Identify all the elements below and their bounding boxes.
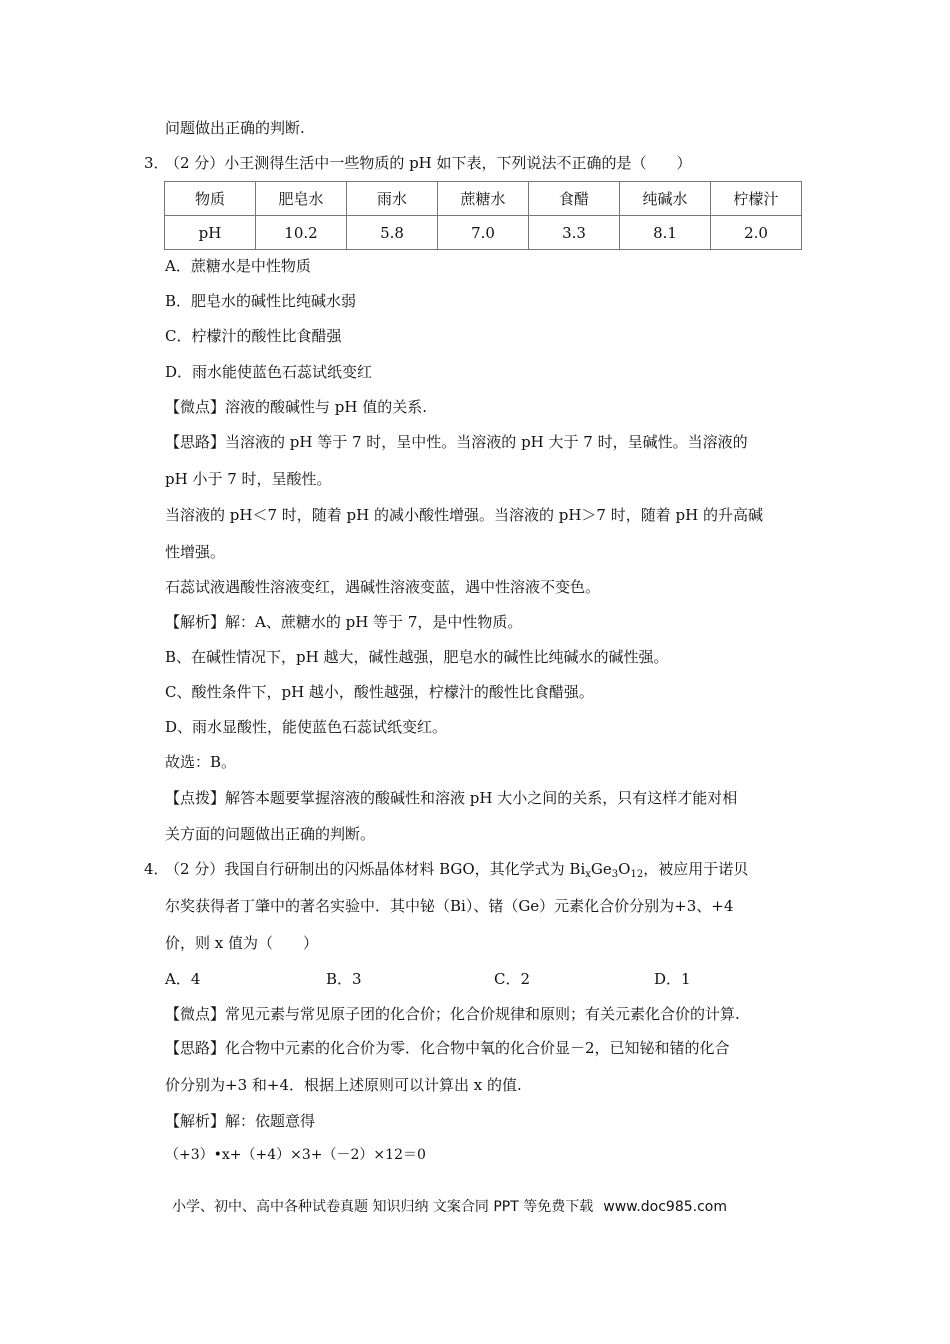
- tip-line: 关方面的问题做出正确的判断。: [165, 825, 376, 843]
- analysis-line: B、在碱性情况下，pH 越大，碱性越强，肥皂水的碱性比纯碱水的碱性强。: [165, 648, 669, 666]
- table-cell: 3.3: [529, 216, 620, 250]
- table-cell: 8.1: [620, 216, 711, 250]
- table-cell: pH: [165, 216, 256, 250]
- formula-part: O: [618, 860, 631, 878]
- approach-line: 【思路】当溶液的 pH 等于 7 时，呈中性。当溶液的 pH 大于 7 时，呈碱性。当溶液的: [165, 433, 748, 451]
- analysis-line: C、酸性条件下，pH 越小，酸性越强，柠檬汁的酸性比食醋强。: [165, 683, 594, 701]
- option-c: C．2: [494, 970, 531, 988]
- approach-line: 价分别为+3 和+4．根据上述原则可以计算出 x 的值.: [165, 1076, 522, 1094]
- question-4-number: 4．: [144, 860, 169, 878]
- analysis-line: 【解析】解：依题意得: [165, 1112, 316, 1130]
- table-cell: 食醋: [529, 182, 620, 216]
- subscript: 3: [611, 869, 619, 880]
- stem-text: （2 分）我国自行研制出的闪烁晶体材料 BGO，其化学式为 Bi: [165, 860, 586, 878]
- option-b: B．3: [326, 970, 362, 988]
- table-header-row: [165, 182, 802, 216]
- approach-line: 石蕊试液遇酸性溶液变红，遇碱性溶液变蓝，遇中性溶液不变色。: [165, 578, 601, 596]
- question-4-stem: [165, 859, 748, 879]
- table-cell: 物质: [165, 182, 256, 216]
- table-cell: 2.0: [711, 216, 802, 250]
- question-3-stem: （2 分）小王测得生活中一些物质的 pH 如下表，下列说法不正确的是（ ）: [165, 154, 692, 172]
- analysis-line: D、雨水显酸性，能使蓝色石蕊试纸变红。: [165, 718, 448, 736]
- option-d: D．雨水能使蓝色石蕊试纸变红: [165, 363, 373, 381]
- table-cell: 10.2: [256, 216, 347, 250]
- footer-url: www.doc985.com: [603, 1199, 727, 1215]
- previous-answer-tail: 问题做出正确的判断.: [165, 119, 305, 137]
- subscript: 12: [630, 869, 644, 880]
- equation: （+3）•x+（+4）×3+（－2）×12＝0: [165, 1147, 426, 1163]
- table-cell: 蔗糖水: [438, 182, 529, 216]
- footer: [172, 1196, 727, 1216]
- option-b: B．肥皂水的碱性比纯碱水弱: [165, 292, 357, 310]
- table-cell: 雨水: [347, 182, 438, 216]
- question-4-stem-line: 价，则 x 值为（ ）: [165, 934, 318, 952]
- approach-line: 【思路】化合物中元素的化合价为零．化合物中氧的化合价显－2，已知铋和锗的化合: [165, 1039, 730, 1057]
- table-cell: 肥皂水: [256, 182, 347, 216]
- option-a: A．蔗糖水是中性物质: [165, 257, 311, 275]
- footer-text: 小学、初中、高中各种试卷真题 知识归纳 文案合同 PPT 等免费下载: [172, 1199, 594, 1215]
- approach-line: 当溶液的 pH＜7 时，随着 pH 的减小酸性增强。当溶液的 pH＞7 时，随着 pH 的升高碱: [165, 506, 763, 524]
- approach-line: pH 小于 7 时，呈酸性。: [165, 470, 332, 488]
- question-3-number: 3．: [144, 154, 169, 172]
- option-d: D．1: [654, 970, 691, 988]
- table-cell: 柠檬汁: [711, 182, 802, 216]
- table-cell: 5.8: [347, 216, 438, 250]
- key-point: 【微点】溶液的酸碱性与 pH 值的关系.: [165, 398, 427, 416]
- option-a: A．4: [165, 970, 201, 988]
- formula-part: Ge: [590, 860, 612, 878]
- subscript: x: [585, 869, 591, 880]
- approach-line: 性增强。: [165, 543, 226, 561]
- option-c: C．柠檬汁的酸性比食醋强: [165, 327, 342, 345]
- stem-text: ，被应用于诺贝: [643, 860, 749, 878]
- question-4-stem-line: 尔奖获得者丁肇中的著名实验中．其中铋（Bi）、锗（Ge）元素化合价分别为+3、+4: [165, 897, 734, 915]
- key-point: 【微点】常见元素与常见原子团的化合价；化合价规律和原则；有关元素化合价的计算.: [165, 1005, 740, 1023]
- table-row: [165, 216, 802, 250]
- tip-line: 【点拨】解答本题要掌握溶液的酸碱性和溶液 pH 大小之间的关系，只有这样才能对相: [165, 789, 738, 807]
- table-cell: 7.0: [438, 216, 529, 250]
- answer: 故选：B。: [165, 753, 237, 771]
- table-cell: 纯碱水: [620, 182, 711, 216]
- ph-table: [164, 181, 802, 250]
- analysis-line: 【解析】解：A、蔗糖水的 pH 等于 7，是中性物质。: [165, 613, 523, 631]
